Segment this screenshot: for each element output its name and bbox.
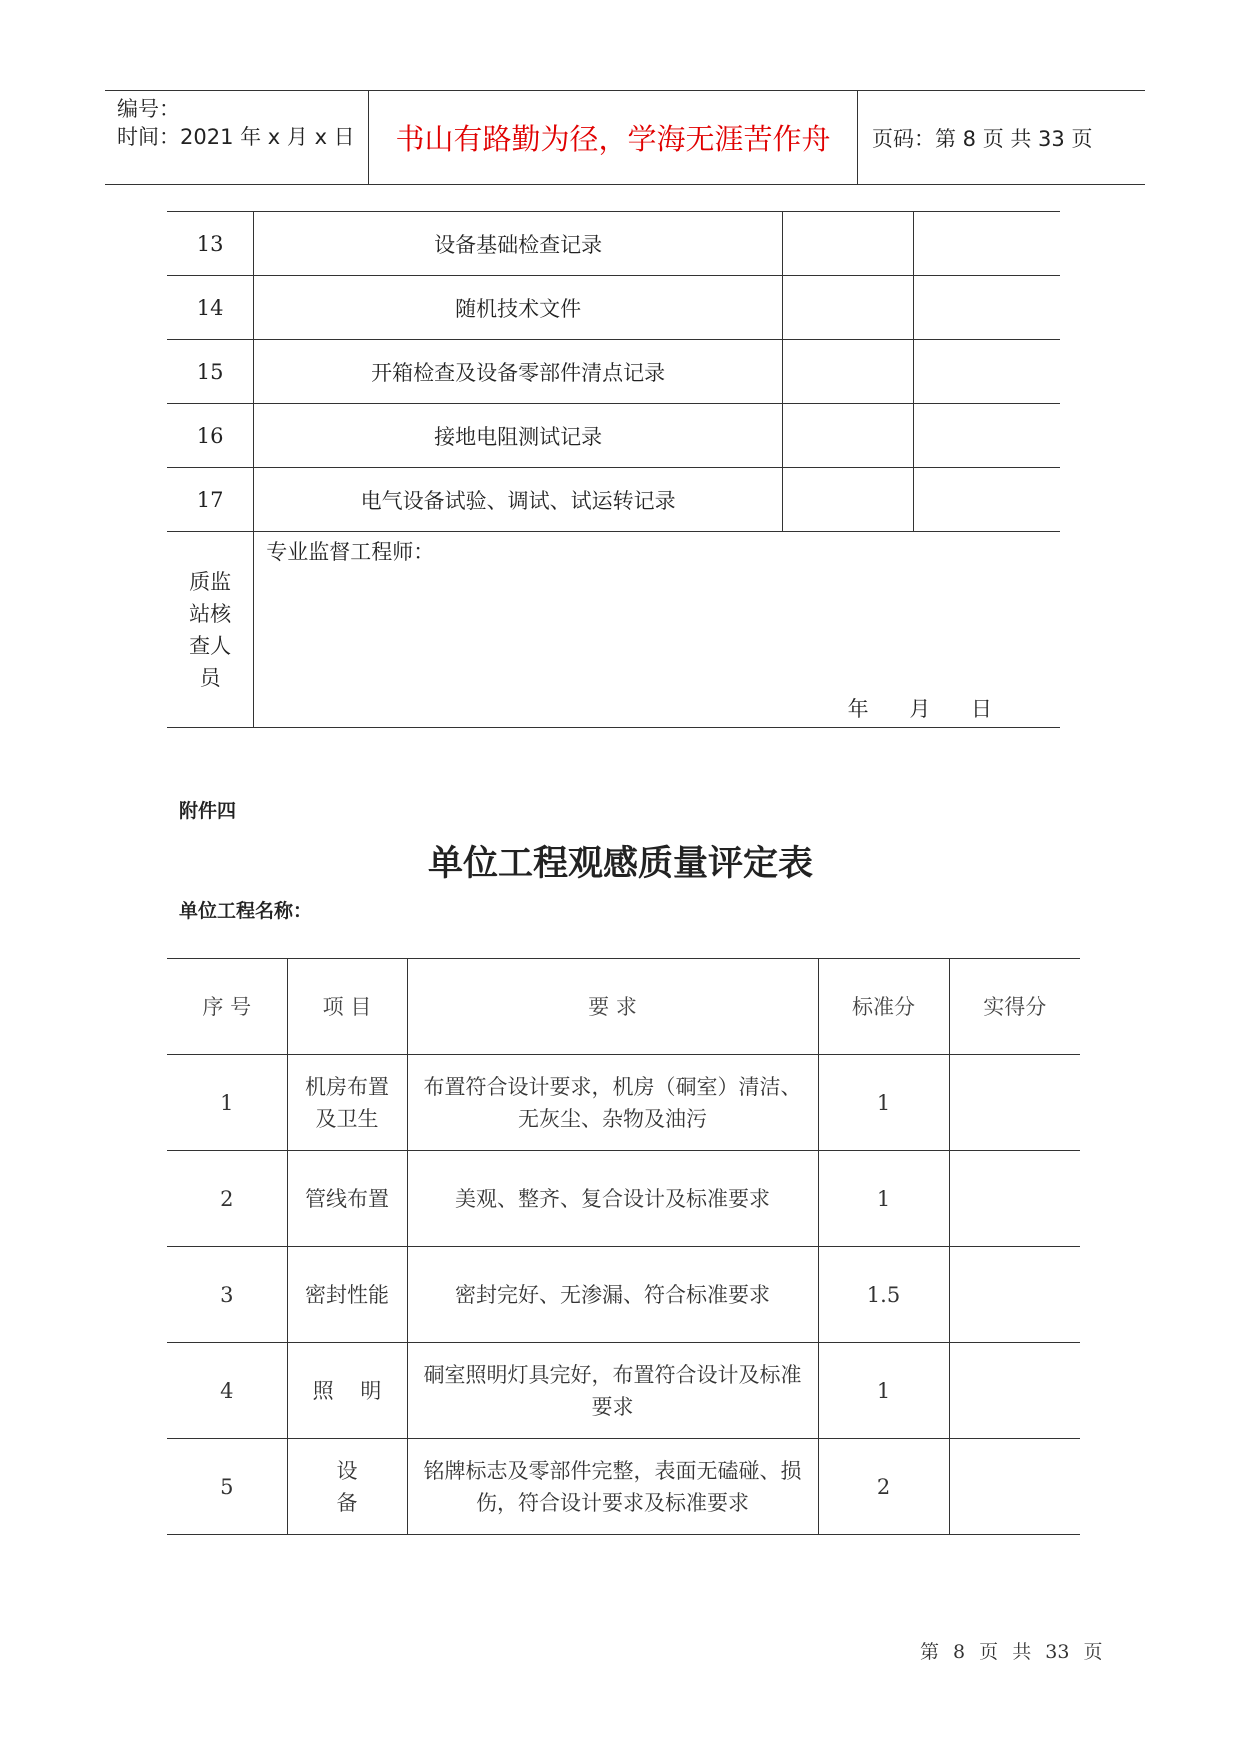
form-title: 单位工程观感质量评定表	[427, 844, 813, 884]
signoff-label-line: 站核	[189, 601, 232, 626]
signoff-area	[254, 532, 1060, 728]
signoff-row	[167, 532, 1060, 728]
page-info: 页码：第 8 页 共 33 页	[872, 126, 1093, 151]
row-standard-score: 2	[818, 1439, 949, 1535]
header-num: 序 号	[167, 959, 287, 1055]
row-standard-score: 1.5	[818, 1247, 949, 1343]
number-label: 编号：	[117, 97, 180, 121]
row-requirement	[407, 1343, 818, 1439]
engineer-label: 专业监督工程师：	[266, 540, 435, 564]
req-line: 硐室照明灯具完好，布置符合设计及标准	[423, 1362, 802, 1387]
motto-text: 书山有路勤为径，学海无涯苦作舟	[395, 122, 831, 156]
table-row	[167, 1055, 1080, 1151]
req-line: 无灰尘、杂物及油污	[518, 1106, 707, 1131]
signoff-label-line: 查人	[189, 633, 232, 658]
req-line: 要求	[591, 1394, 634, 1419]
table-header-row	[167, 959, 1080, 1055]
row-item: 开箱检查及设备零部件清点记录	[254, 340, 783, 404]
page-header	[105, 90, 1145, 185]
item-line: 设	[336, 1458, 358, 1483]
header-page-cell	[858, 91, 1159, 184]
row-item: 接地电阻测试记录	[254, 404, 783, 468]
empty-cell	[914, 276, 1060, 340]
header-item: 项 目	[287, 959, 407, 1055]
header-meta-cell	[105, 91, 368, 184]
page-footer: 第 8 页 共 33 页	[920, 1641, 1103, 1663]
row-number: 17	[167, 468, 254, 532]
row-number: 4	[167, 1343, 287, 1439]
row-number: 5	[167, 1439, 287, 1535]
row-number: 3	[167, 1247, 287, 1343]
item-line: 照 明	[312, 1378, 382, 1403]
table-row	[167, 212, 1060, 276]
row-item	[287, 1151, 407, 1247]
row-item: 随机技术文件	[254, 276, 783, 340]
header-actual: 实得分	[949, 959, 1080, 1055]
empty-cell	[914, 340, 1060, 404]
row-number: 2	[167, 1151, 287, 1247]
row-standard-score: 1	[818, 1151, 949, 1247]
row-item	[287, 1439, 407, 1535]
row-requirement	[407, 1247, 818, 1343]
time-label: 时间：2021 年 x 月 x 日	[117, 125, 355, 149]
signoff-label-line: 员	[199, 665, 221, 690]
req-line: 伤，符合设计要求及标准要求	[476, 1490, 749, 1515]
row-requirement	[407, 1151, 818, 1247]
table-row	[167, 1343, 1080, 1439]
row-actual-score	[949, 1151, 1080, 1247]
signoff-label-line: 质监	[189, 569, 232, 594]
item-line: 及卫生	[315, 1106, 379, 1131]
row-actual-score	[949, 1439, 1080, 1535]
header-motto-cell	[368, 91, 858, 184]
empty-cell	[783, 340, 914, 404]
row-standard-score: 1	[818, 1343, 949, 1439]
header-req: 要 求	[407, 959, 818, 1055]
row-number: 15	[167, 340, 254, 404]
row-number: 13	[167, 212, 254, 276]
row-number: 1	[167, 1055, 287, 1151]
row-item: 电气设备试验、调试、试运转记录	[254, 468, 783, 532]
empty-cell	[914, 468, 1060, 532]
row-item	[287, 1247, 407, 1343]
row-actual-score	[949, 1247, 1080, 1343]
quality-table	[167, 958, 1080, 1535]
row-requirement	[407, 1055, 818, 1151]
item-line: 密封性能	[305, 1282, 389, 1307]
empty-cell	[783, 404, 914, 468]
attachment-label: 附件四	[179, 800, 237, 822]
empty-cell	[783, 276, 914, 340]
row-requirement	[407, 1439, 818, 1535]
item-line: 管线布置	[305, 1186, 389, 1211]
table-row	[167, 468, 1060, 532]
row-number: 16	[167, 404, 254, 468]
signoff-label	[167, 532, 254, 728]
row-actual-score	[949, 1343, 1080, 1439]
row-standard-score: 1	[818, 1055, 949, 1151]
empty-cell	[914, 212, 1060, 276]
table-row	[167, 1247, 1080, 1343]
empty-cell	[914, 404, 1060, 468]
table-row	[167, 1151, 1080, 1247]
records-table	[167, 211, 1060, 728]
item-line: 备	[336, 1490, 358, 1515]
date-label: 年 月 日	[847, 697, 992, 721]
req-line: 铭牌标志及零部件完整，表面无磕碰、损	[423, 1458, 802, 1483]
req-line: 密封完好、无渗漏、符合标准要求	[455, 1282, 770, 1307]
empty-cell	[783, 468, 914, 532]
row-number: 14	[167, 276, 254, 340]
row-actual-score	[949, 1055, 1080, 1151]
row-item	[287, 1343, 407, 1439]
row-item: 设备基础检查记录	[254, 212, 783, 276]
req-line: 美观、整齐、复合设计及标准要求	[455, 1186, 770, 1211]
project-name-label: 单位工程名称：	[179, 900, 313, 922]
table-row	[167, 404, 1060, 468]
table-row	[167, 340, 1060, 404]
header-std: 标准分	[818, 959, 949, 1055]
req-line: 布置符合设计要求，机房（硐室）清洁、	[423, 1074, 802, 1099]
table-row	[167, 1439, 1080, 1535]
item-line: 机房布置	[305, 1074, 389, 1099]
empty-cell	[783, 212, 914, 276]
table-row	[167, 276, 1060, 340]
row-item	[287, 1055, 407, 1151]
